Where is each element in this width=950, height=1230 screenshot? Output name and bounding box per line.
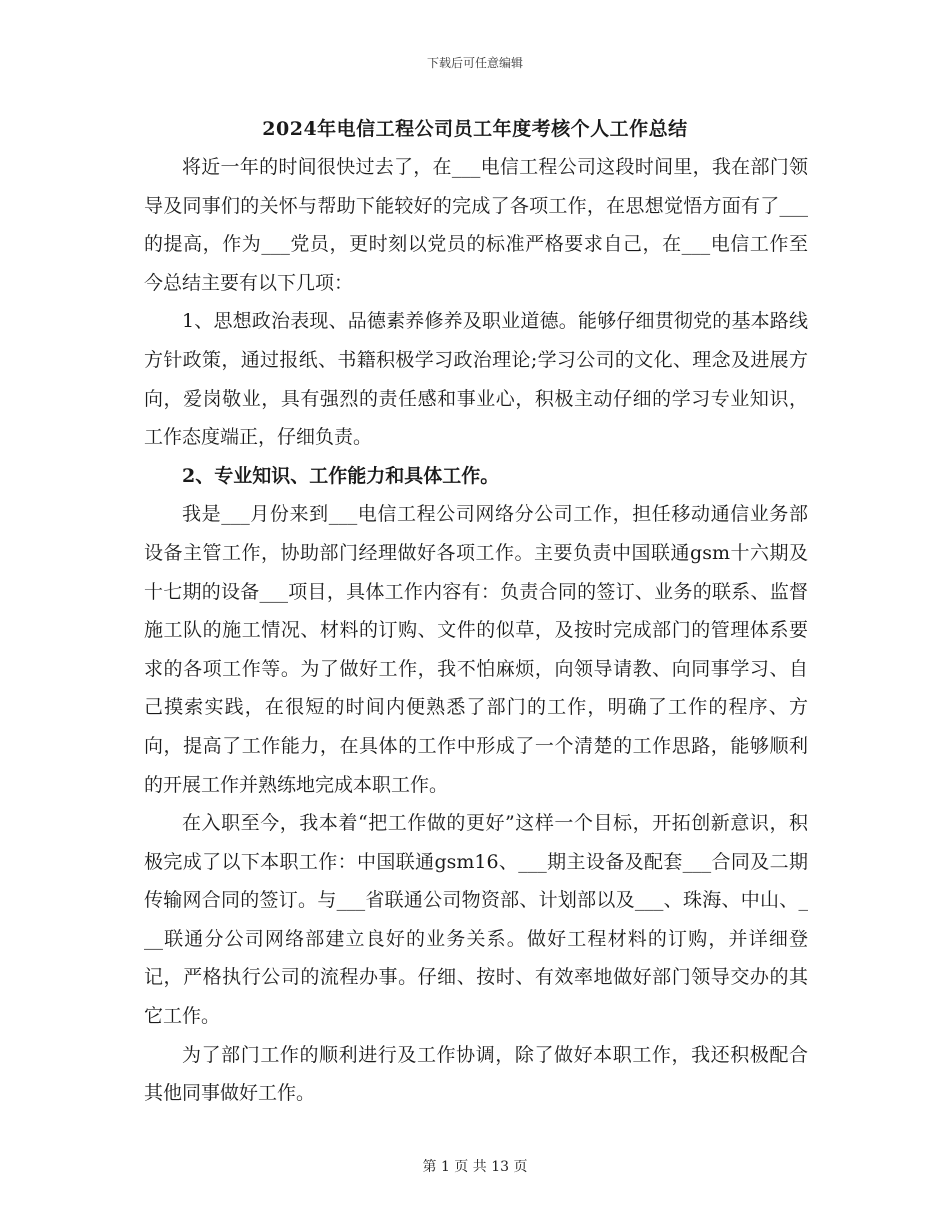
document-body: [144, 148, 808, 1113]
paragraph-cooperation: 为了部门工作的顺利进行及工作协调，除了做好本职工作，我还积极配合其他同事做好工作。: [144, 1043, 808, 1105]
paragraph-intro: 将近一年的时间很快过去了，在___电信工程公司这段时间里，我在部门领导及同事们的关怀与帮助下能较好的完成了各项工作，在思想觉悟方面有了___的提高，作为___党员，更时刻以党员的标准严格要求自己，在___电信工作至今总结主要有以下几项：: [144, 156, 808, 294]
page-number-footer: 第 1 页 共 13 页: [422, 1159, 528, 1175]
paragraph-work-duties: 我是___月份来到___电信工程公司网络分公司工作，担任移动通信业务部设备主管工作，协助部门经理做好各项工作。主要负责中国联通gsm十六期及十七期的设备___项目，具体工作内容有：负责合同的签订、业务的联系、监督施工队的施工情况、材料的订购、文件的似草，及按时完成部门的管理体系要求的各项工作等。为了做好工作，我不怕麻烦，向领导请教、向同事学习、自己摸索实践，在很短的时间内便熟悉了部门的工作，明确了工作的程序、方向，提高了工作能力，在具体的工作中形成了一个清楚的工作思路，能够顺利的开展工作并熟练地完成本职工作。: [144, 503, 808, 796]
section-heading-2: 2、专业知识、工作能力和具体工作。: [182, 464, 500, 487]
paragraph-achievements: 在入职至今，我本着“把工作做的更好”这样一个目标，开拓创新意识，积极完成了以下本职工作：中国联通gsm16、___期主设备及配套___合同及二期传输网合同的签订。与___省联通公司物资部、计划部以及___、珠海、中山、___联通分公司网络部建立良好的业务关系。做好工程材料的订购，并详细登记，严格执行公司的流程办事。仔细、按时、有效率地做好部门领导交办的其它工作。: [144, 812, 808, 1028]
paragraph-section-1: 1、思想政治表现、品德素养修养及职业道德。能够仔细贯彻党的基本路线方针政策，通过报纸、书籍积极学习政治理论;学习公司的文化、理念及进展方向，爱岗敬业，具有强烈的责任感和事业心，积极主动仔细的学习专业知识，工作态度端正，仔细负责。: [144, 310, 808, 449]
document-title: 2024年电信工程公司员工年度考核个人工作总结: [262, 118, 688, 140]
header-note: 下载后可任意编辑: [426, 56, 523, 70]
